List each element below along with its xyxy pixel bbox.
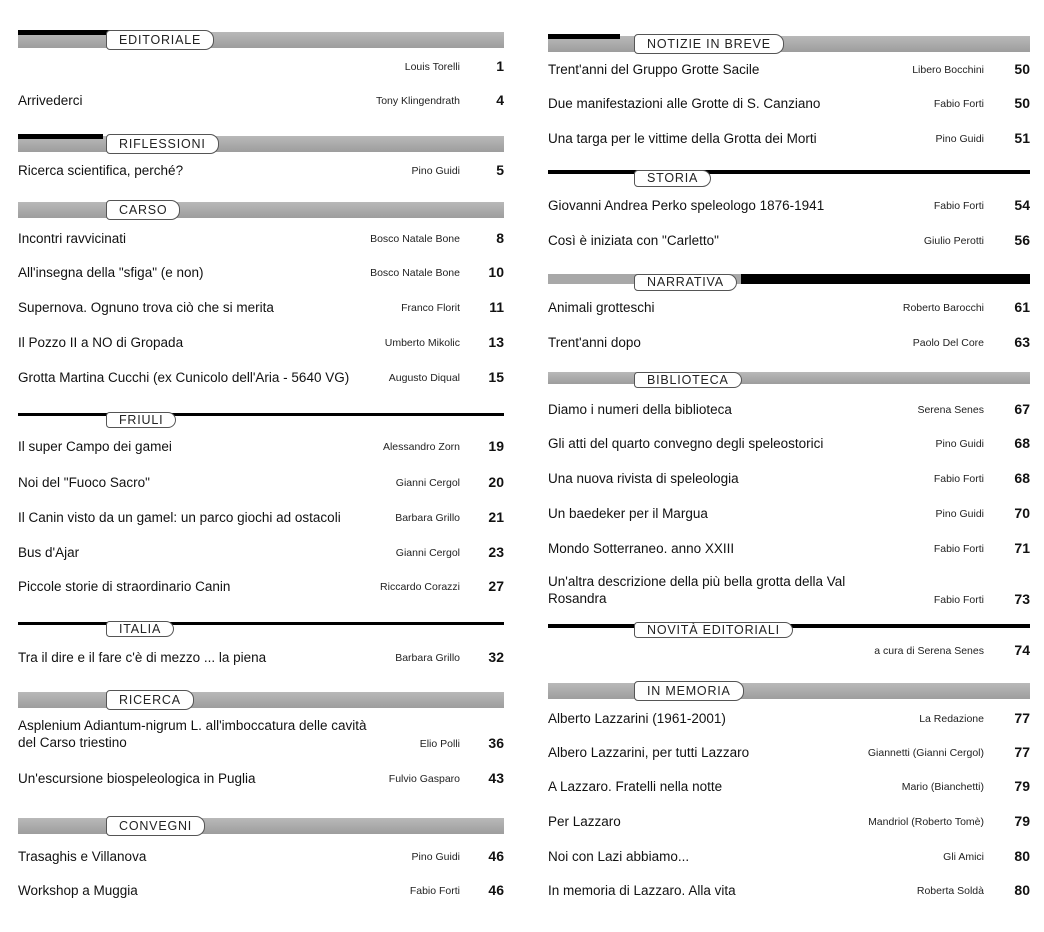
entry-author: Pino Guidi <box>935 438 984 450</box>
entry-page: 70 <box>1014 505 1030 521</box>
entry-author: Gianni Cergol <box>395 547 460 559</box>
entry-page: 74 <box>1014 642 1030 658</box>
entry-author: Fulvio Gasparo <box>388 773 460 785</box>
entry-author: Pino Guidi <box>411 851 460 863</box>
entry-page: 68 <box>1014 435 1030 451</box>
entry-page: 77 <box>1014 710 1030 726</box>
entry-title: Così è iniziata con "Carletto" <box>548 233 719 248</box>
entry-title: Asplenium Adiantum-nigrum L. all'imboccatura delle cavità del Carso triestino <box>18 718 367 750</box>
entry-author: Pino Guidi <box>935 508 984 520</box>
entry-page: 15 <box>488 369 504 385</box>
entry-page: 20 <box>488 474 504 490</box>
entry-page: 43 <box>488 770 504 786</box>
entry-author: Fabio Forti <box>933 594 984 606</box>
section-heading: EDITORIALE <box>106 30 214 50</box>
entry-author: Mandriol (Roberto Tomè) <box>868 816 984 828</box>
entry-title: All'insegna della "sfiga" (e non) <box>18 265 204 280</box>
section-heading: ITALIA <box>106 621 174 637</box>
entry-author: Serena Senes <box>917 404 984 416</box>
entry-author: Fabio Forti <box>933 200 984 212</box>
entry-author: Pino Guidi <box>935 133 984 145</box>
entry-page: 51 <box>1014 130 1030 146</box>
entry-title: Supernova. Ognuno trova ciò che si merita <box>18 300 274 315</box>
entry-author: Alessandro Zorn <box>382 441 460 453</box>
entry-author: Fabio Forti <box>933 543 984 555</box>
entry-author: a cura di Serena Senes <box>874 645 984 657</box>
entry-title: Il Pozzo II a NO di Gropada <box>18 335 184 350</box>
section-heading: NARRATIVA <box>634 274 737 291</box>
entry-page: 79 <box>1014 813 1030 829</box>
entry-author: Fabio Forti <box>409 885 460 897</box>
section-heading: IN MEMORIA <box>634 681 744 701</box>
section-bar <box>18 622 504 625</box>
entry-title: Due manifestazioni alle Grotte di S. Canziano <box>548 96 821 111</box>
entry-title: Il Canin visto da un gamel: un parco giochi ad ostacoli <box>18 510 341 525</box>
entry-page: 80 <box>1014 882 1030 898</box>
entry-title: In memoria di Lazzaro. Alla vita <box>548 883 736 898</box>
entry-author: Libero Bocchini <box>912 64 984 76</box>
entry-title: Trasaghis e Villanova <box>18 849 147 864</box>
entry-author: Gianni Cergol <box>395 477 460 489</box>
entry-author: Elio Polli <box>419 738 460 750</box>
entry-title: Ricerca scientifica, perché? <box>18 163 184 178</box>
entry-author: Paolo Del Core <box>912 337 984 349</box>
entry-title: Gli atti del quarto convegno degli speleostorici <box>548 436 824 451</box>
section-heading: FRIULI <box>106 412 176 428</box>
entry-page: 79 <box>1014 778 1030 794</box>
entry-page: 11 <box>489 299 504 315</box>
entry-title: Trent'anni dopo <box>548 335 641 350</box>
entry-title: Tra il dire e il fare c'è di mezzo ... la piena <box>18 650 267 665</box>
entry-title: Il super Campo dei gamei <box>18 439 172 454</box>
section-bar-accent <box>548 34 620 39</box>
entry-author: Franco Florit <box>401 302 460 314</box>
entry-page: 46 <box>488 848 504 864</box>
entry-page: 50 <box>1014 95 1030 111</box>
entry-title: Un'altra descrizione della più bella grotta della Val Rosandra <box>548 574 846 606</box>
entry-page: 56 <box>1014 232 1030 248</box>
entry-author: Gli Amici <box>943 851 984 863</box>
section-heading: CONVEGNI <box>106 816 205 836</box>
entry-page: 46 <box>488 882 504 898</box>
entry-author: Umberto Mikolic <box>384 337 460 349</box>
section-bar-accent <box>18 134 103 139</box>
section-bar <box>548 372 1030 384</box>
entry-page: 5 <box>496 162 504 178</box>
entry-page: 21 <box>488 509 504 525</box>
entry-author: Fabio Forti <box>933 473 984 485</box>
entry-author: La Redazione <box>919 713 984 725</box>
entry-author: Roberto Barocchi <box>902 302 984 314</box>
section-heading: BIBLIOTECA <box>634 372 742 388</box>
section-bar <box>18 413 504 416</box>
entry-author: Giulio Perotti <box>923 235 984 247</box>
entry-title: Albero Lazzarini, per tutti Lazzaro <box>548 745 750 760</box>
entry-page: 67 <box>1014 401 1030 417</box>
section-heading: CARSO <box>106 200 180 220</box>
entry-page: 27 <box>488 578 504 594</box>
entry-author: Barbara Grillo <box>395 652 460 664</box>
entry-title: Per Lazzaro <box>548 814 621 829</box>
entry-title: Arrivederci <box>18 93 83 108</box>
entry-title: Una targa per le vittime della Grotta dei Morti <box>548 131 817 146</box>
entry-title: Un'escursione biospeleologica in Puglia <box>18 771 256 786</box>
entry-author: Augusto Diqual <box>388 372 460 384</box>
entry-author: Pino Guidi <box>411 165 460 177</box>
section-bar <box>18 202 504 218</box>
entry-page: 50 <box>1014 61 1030 77</box>
entry-author: Tony Klingendrath <box>375 95 460 107</box>
entry-title: Un baedeker per il Margua <box>548 506 708 521</box>
entry-title: Incontri ravvicinati <box>18 231 127 246</box>
entry-title: Noi del "Fuoco Sacro" <box>18 475 150 490</box>
entry-title: Grotta Martina Cucchi (ex Cunicolo dell'Aria - 5640 VG) <box>18 370 350 385</box>
section-bar <box>18 818 504 834</box>
entry-title: Diamo i numeri della biblioteca <box>548 402 732 417</box>
entry-title: Bus d'Ajar <box>18 545 80 560</box>
entry-author: Bosco Natale Bone <box>370 267 460 279</box>
entry-page: 19 <box>488 438 504 454</box>
entry-page: 23 <box>488 544 504 560</box>
entry-author: Fabio Forti <box>933 98 984 110</box>
entry-page: 32 <box>488 649 504 665</box>
entry-title: Animali grotteschi <box>548 300 655 315</box>
entry-title: Una nuova rivista di speleologia <box>548 471 739 486</box>
entry-title: Piccole storie di straordinario Canin <box>18 579 231 594</box>
entry-page: 61 <box>1014 299 1030 315</box>
entry-page: 13 <box>488 334 504 350</box>
section-heading: RICERCA <box>106 690 194 710</box>
section-bar <box>548 170 1030 174</box>
entry-author: Giannetti (Gianni Cergol) <box>867 747 984 759</box>
entry-title: Workshop a Muggia <box>18 883 138 898</box>
entry-page: 1 <box>496 58 504 74</box>
entry-author: Louis Torelli <box>404 61 460 73</box>
entry-page: 80 <box>1014 848 1030 864</box>
entry-title: Giovanni Andrea Perko speleologo 1876-1941 <box>548 198 825 213</box>
entry-page: 63 <box>1014 334 1030 350</box>
entry-title: Noi con Lazi abbiamo... <box>548 849 690 864</box>
section-bar <box>18 692 504 708</box>
entry-page: 4 <box>496 92 504 108</box>
entry-author: Barbara Grillo <box>395 512 460 524</box>
section-heading: NOVITÀ EDITORIALI <box>634 622 793 638</box>
entry-title: Mondo Sotterraneo. anno XXIII <box>548 541 735 556</box>
section-heading: RIFLESSIONI <box>106 134 219 154</box>
section-heading: NOTIZIE IN BREVE <box>634 34 784 54</box>
entry-page: 8 <box>496 230 504 246</box>
entry-author: Roberta Soldà <box>916 885 984 897</box>
section-heading: STORIA <box>634 170 711 187</box>
entry-page: 68 <box>1014 470 1030 486</box>
entry-page: 36 <box>488 735 504 751</box>
section-bar <box>548 274 1030 284</box>
entry-title: Trent'anni del Gruppo Grotte Sacile <box>548 62 760 77</box>
entry-page: 73 <box>1014 591 1030 607</box>
entry-author: Riccardo Corazzi <box>380 581 460 593</box>
entry-title: A Lazzaro. Fratelli nella notte <box>548 779 723 794</box>
entry-page: 77 <box>1014 744 1030 760</box>
entry-title: Alberto Lazzarini (1961-2001) <box>548 711 726 726</box>
section-bar <box>548 683 1030 699</box>
entry-page: 71 <box>1014 540 1030 556</box>
entry-author: Mario (Bianchetti) <box>901 781 984 793</box>
section-bar <box>548 36 1030 52</box>
entry-page: 54 <box>1014 197 1030 213</box>
entry-page: 10 <box>488 264 504 280</box>
entry-author: Bosco Natale Bone <box>370 233 460 245</box>
